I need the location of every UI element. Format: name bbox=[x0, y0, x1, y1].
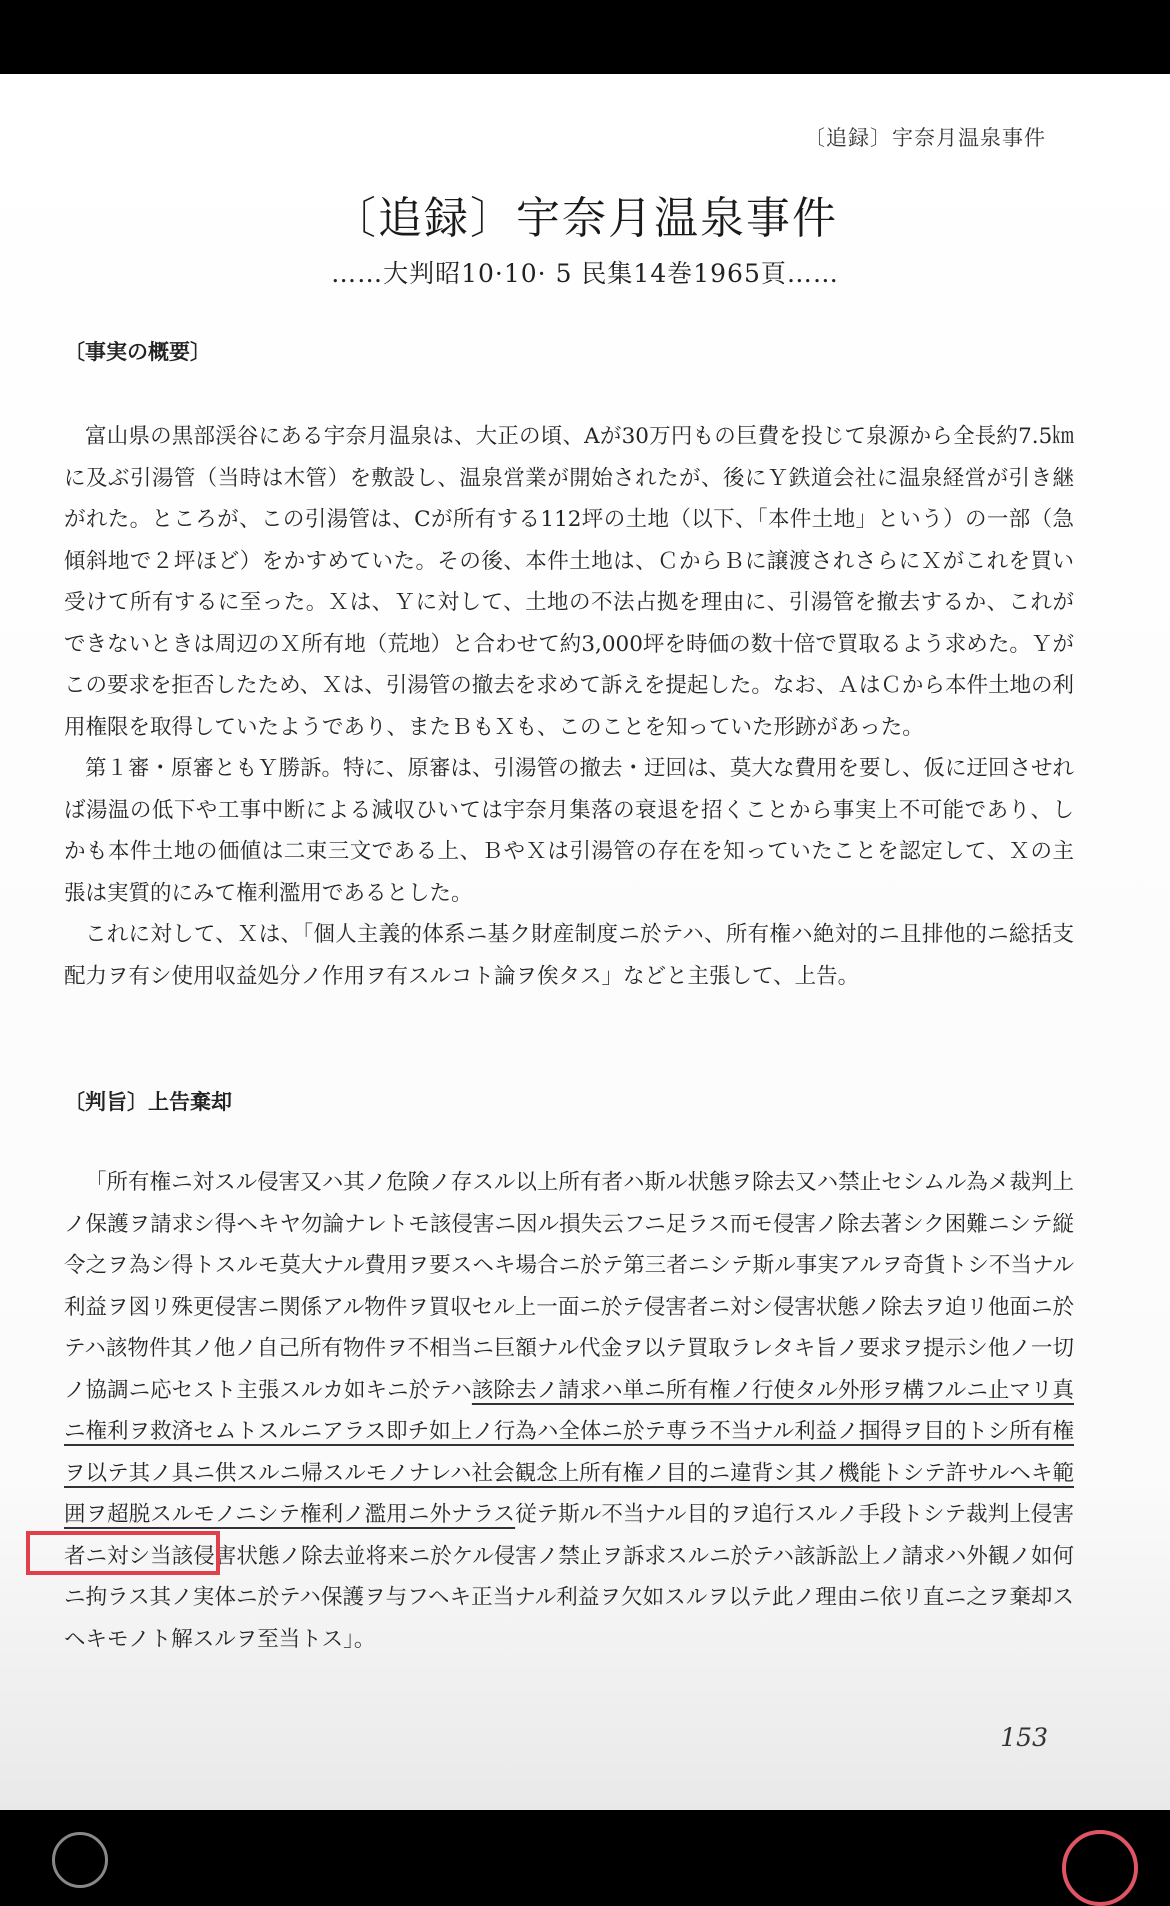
top-status-bar bbox=[0, 0, 1170, 74]
facts-paragraph-2: 第１審・原審ともＹ勝訴。特に、原審は、引湯管の撤去・迂回は、莫大な費用を要し、仮に迂回させれば湯温の低下や工事中断による減収ひいては宇奈月集落の衰退を招くことから事実上不可能であり、しかも本件土地の価値は二束三文である上、ＢやＸは引湯管の存在を知っていたことを認定して、Ｘの主張は実質的にみて権利濫用であるとした。 bbox=[64, 756, 1075, 906]
facts-paragraph-1: 富山県の黒部渓谷にある宇奈月温泉は、大正の頃、Aが30万円もの巨費を投じて泉源から全長約7.5㎞に及ぶ引湯管（当時は木管）を敷設し、温泉営業が開始されたが、後にＹ鉄道会社に温泉経営が引き継がれた。ところが、この引湯管は、Cが所有する112坪の土地（以下、「本件土地」という）の一部（急傾斜地で２坪ほど）をかすめていた。その後、本件土地は、ＣからＢに譲渡されさらにＸがこれを買い受けて所有するに至った。Ｘは、Ｙに対して、土地の不法占拠を理由に、引湯管を撤去するか、これができないときは周辺のＸ所有地（荒地）と合わせて約3,000坪を時価の数十倍で買取るよう求めた。Ｙがこの要求を拒否したため、Ｘは、引湯管の撤去を求めて訴えを提起した。なお、ＡはＣから本件土地の利用権限を取得していたようであり、またＢもＸも、このことを知っていた形跡があった。 bbox=[64, 424, 1074, 740]
holding-heading: 〔判旨〕上告棄却 bbox=[64, 1090, 232, 1114]
back-circle-icon[interactable] bbox=[52, 1832, 108, 1888]
case-citation: ……大判昭10·10· 5 民集14巻1965頁…… bbox=[331, 259, 839, 288]
book-page bbox=[0, 74, 1170, 1810]
facts-heading: 〔事実の概要〕 bbox=[64, 340, 211, 364]
page-number: 153 bbox=[1000, 1723, 1048, 1752]
action-circle-icon[interactable] bbox=[1062, 1830, 1138, 1906]
bottom-toolbar bbox=[0, 1810, 1170, 1843]
highlight-box bbox=[26, 1531, 220, 1575]
holding-underlined-text: 該除去ノ請求ハ単ニ所有権ノ行使タル外形ヲ構フルニ止マリ真ニ権利ヲ救済セムトスルニアラス即チ如上ノ行為ハ全体ニ於テ専ラ不当ナル利益ノ掴得ヲ目的トシ所有権ヲ以テ其ノ具ニ供スルニ帰スルモノナレハ社会観念上所有権ノ目的ニ違背シ其ノ機能トシテ許サルヘキ範囲ヲ超脱スルモノニシテ権利ノ濫用ニ外ナラス bbox=[64, 1377, 1074, 1527]
holding-text-part-2: 従テ斯ル不当ナル目的ヲ追行スルノ手段トシテ裁判上侵害者ニ対シ当該侵害状態ノ除去並将来ニ於ケル侵害ノ禁止ヲ訴求スルニ於テハ該訴訟上ノ請求ハ外観ノ如何ニ拘ラス其ノ実体ニ於テハ保護ヲ与フヘキ正当ナル利益ヲ欠如スルヲ以テ此ノ理由ニ依リ直ニ之ヲ棄却スヘキモノト解スルヲ至当トス」。 bbox=[64, 1502, 1074, 1652]
facts-paragraph-3: これに対して、Ｘは、「個人主義的体系ニ基ク財産制度ニ於テハ、所有権ハ絶対的ニ且排他的ニ総括支配力ヲ有シ使用収益処分ノ作用ヲ有スルコト論ヲ俟タス」などと主張して、上告。 bbox=[64, 922, 1074, 989]
holding-body bbox=[64, 1162, 1074, 1660]
running-header: 〔追録〕宇奈月温泉事件 bbox=[804, 126, 1046, 150]
facts-body bbox=[64, 416, 1074, 997]
page-title: 〔追録〕宇奈月温泉事件 bbox=[332, 193, 838, 244]
holding-text-part-1: 「所有権ニ対スル侵害又ハ其ノ危険ノ存スル以上所有者ハ斯ル状態ヲ除去又ハ禁止セシムル為メ裁判上ノ保護ヲ請求シ得ヘキヤ勿論ナレトモ該侵害ニ因ル損失云フニ足ラス而モ侵害ノ除去著シク困難ニシテ縦令之ヲ為シ得トスルモ莫大ナル費用ヲ要スヘキ場合ニ於テ第三者ニシテ斯ル事実アルヲ奇貨トシ不当ナル利益ヲ図リ殊更侵害ニ関係アル物件ヲ買収セル上一面ニ於テ侵害者ニ対シ侵害状態ノ除去ヲ迫リ他面ニ於テハ該物件其ノ他ノ自己所有物件ヲ不相当ニ巨額ナル代金ヲ以テ買取ラレタキ旨ノ要求ヲ提示シ他ノ一切ノ協調ニ応セスト主張スルカ如キニ於テハ bbox=[64, 1170, 1074, 1403]
holding-paragraph bbox=[64, 1162, 1074, 1660]
